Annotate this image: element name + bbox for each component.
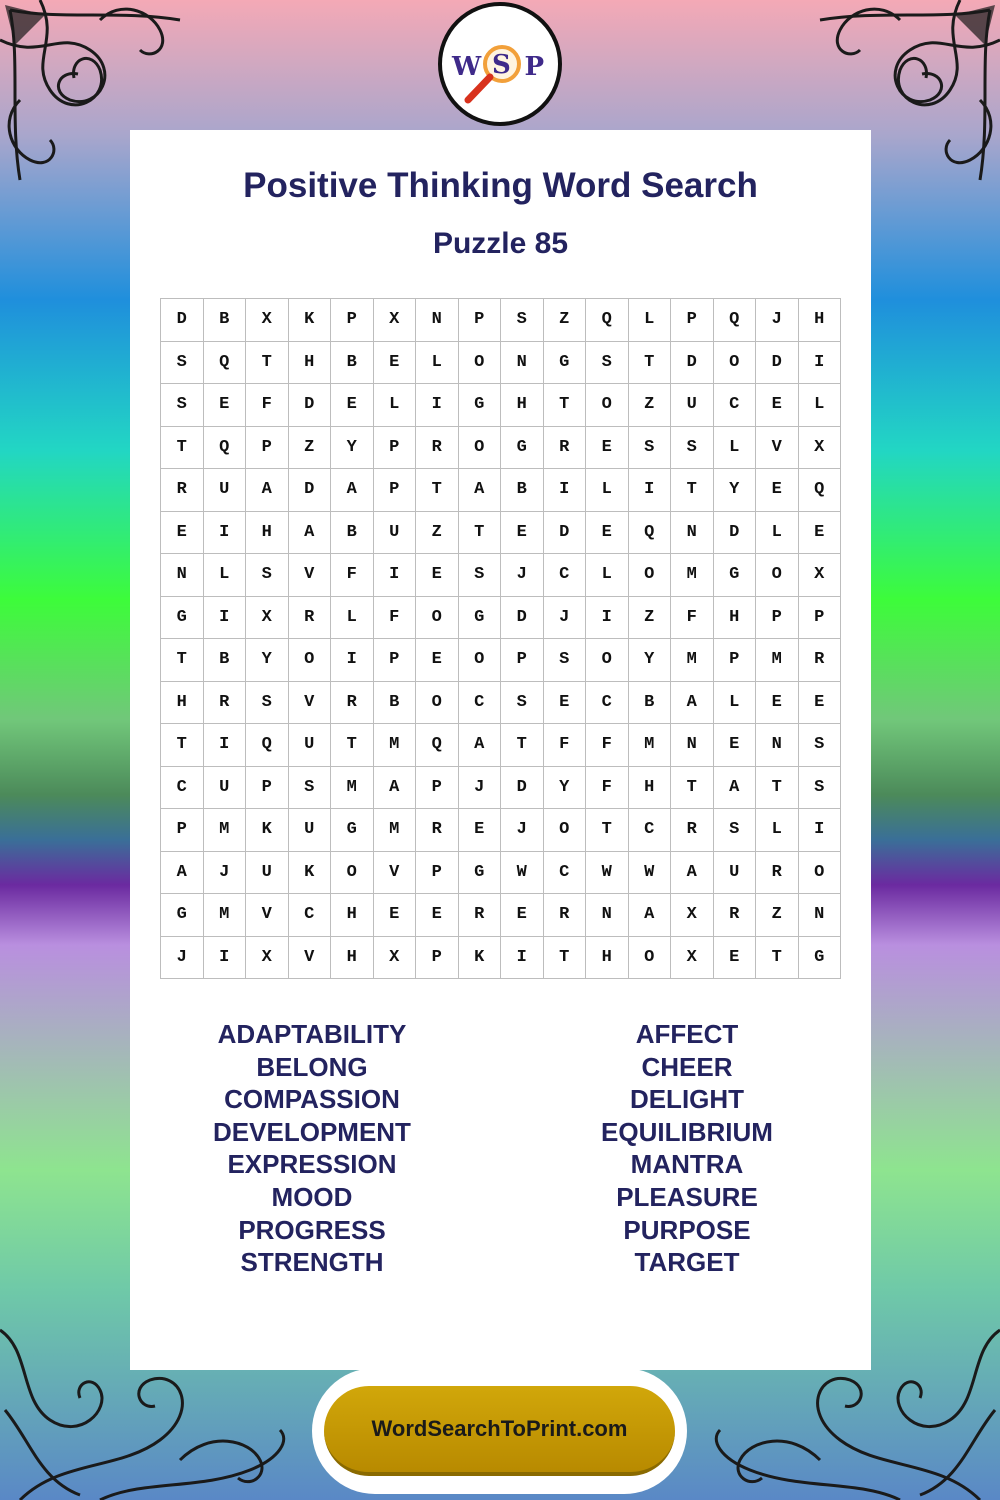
grid-cell[interactable]: M <box>756 639 799 682</box>
grid-cell[interactable]: C <box>161 767 204 810</box>
grid-cell[interactable]: S <box>459 554 502 597</box>
grid-cell[interactable]: V <box>289 554 332 597</box>
grid-cell[interactable]: P <box>671 299 714 342</box>
grid-cell[interactable]: G <box>714 554 757 597</box>
grid-cell[interactable]: H <box>586 937 629 980</box>
grid-cell[interactable]: A <box>246 469 289 512</box>
grid-cell[interactable]: F <box>586 724 629 767</box>
grid-cell[interactable]: U <box>246 852 289 895</box>
grid-cell[interactable]: Q <box>714 299 757 342</box>
grid-cell[interactable]: T <box>246 342 289 385</box>
grid-cell[interactable]: N <box>671 724 714 767</box>
grid-cell[interactable]: W <box>501 852 544 895</box>
grid-cell[interactable]: R <box>756 852 799 895</box>
site-logo[interactable] <box>438 2 562 126</box>
grid-cell[interactable]: C <box>544 852 587 895</box>
grid-cell[interactable]: T <box>544 384 587 427</box>
grid-cell[interactable]: P <box>161 809 204 852</box>
grid-cell[interactable]: L <box>629 299 672 342</box>
grid-cell[interactable]: U <box>671 384 714 427</box>
grid-cell[interactable]: A <box>671 852 714 895</box>
grid-cell[interactable]: J <box>756 299 799 342</box>
grid-cell[interactable]: P <box>714 639 757 682</box>
grid-cell[interactable]: K <box>246 809 289 852</box>
grid-cell[interactable]: Y <box>246 639 289 682</box>
word-list-item: EXPRESSION <box>227 1149 397 1180</box>
grid-cell[interactable]: T <box>161 427 204 470</box>
grid-cell[interactable]: I <box>799 342 842 385</box>
grid-cell[interactable]: D <box>671 342 714 385</box>
word-list-item: PROGRESS <box>238 1214 386 1245</box>
grid-cell[interactable]: S <box>799 724 842 767</box>
grid-cell[interactable]: X <box>246 299 289 342</box>
grid-cell[interactable]: D <box>714 512 757 555</box>
grid-cell[interactable]: O <box>586 384 629 427</box>
grid-cell[interactable]: R <box>204 682 247 725</box>
footer-badge <box>312 1368 687 1494</box>
grid-cell[interactable]: T <box>459 512 502 555</box>
grid-cell[interactable]: C <box>544 554 587 597</box>
grid-cell[interactable]: I <box>501 937 544 980</box>
grid-cell[interactable]: B <box>629 682 672 725</box>
grid-cell[interactable]: S <box>161 384 204 427</box>
grid-cell[interactable]: B <box>374 682 417 725</box>
grid-cell[interactable]: O <box>586 639 629 682</box>
grid-cell[interactable]: L <box>586 469 629 512</box>
grid-cell[interactable]: Q <box>586 299 629 342</box>
grid-cell[interactable]: J <box>459 767 502 810</box>
grid-cell[interactable]: A <box>459 469 502 512</box>
grid-cell[interactable]: X <box>671 894 714 937</box>
grid-cell[interactable]: X <box>671 937 714 980</box>
grid-cell[interactable]: T <box>331 724 374 767</box>
grid-cell[interactable]: C <box>459 682 502 725</box>
word-list-item: DEVELOPMENT <box>213 1116 411 1147</box>
grid-cell[interactable]: C <box>714 384 757 427</box>
grid-cell[interactable]: R <box>416 427 459 470</box>
grid-cell[interactable]: I <box>204 724 247 767</box>
grid-cell[interactable]: M <box>629 724 672 767</box>
grid-cell[interactable]: S <box>799 767 842 810</box>
grid-cell[interactable]: S <box>501 299 544 342</box>
grid-cell[interactable]: F <box>374 597 417 640</box>
grid-cell[interactable]: I <box>331 639 374 682</box>
grid-cell[interactable]: P <box>374 427 417 470</box>
word-list-item: PURPOSE <box>623 1214 751 1245</box>
grid-cell[interactable]: F <box>671 597 714 640</box>
grid-cell[interactable]: R <box>161 469 204 512</box>
grid-cell[interactable]: Q <box>246 724 289 767</box>
grid-cell[interactable]: T <box>586 809 629 852</box>
grid-cell[interactable]: S <box>586 342 629 385</box>
grid-cell[interactable]: X <box>246 937 289 980</box>
grid-cell[interactable]: N <box>416 299 459 342</box>
grid-cell[interactable]: R <box>459 894 502 937</box>
grid-cell[interactable]: P <box>331 299 374 342</box>
grid-cell[interactable]: E <box>501 894 544 937</box>
grid-cell[interactable]: T <box>756 937 799 980</box>
grid-cell[interactable]: F <box>544 724 587 767</box>
grid-cell[interactable]: H <box>246 512 289 555</box>
grid-cell[interactable]: E <box>714 724 757 767</box>
grid-cell[interactable]: K <box>289 299 332 342</box>
grid-cell[interactable]: O <box>544 809 587 852</box>
grid-cell[interactable]: T <box>629 342 672 385</box>
grid-cell[interactable]: D <box>161 299 204 342</box>
grid-cell[interactable]: N <box>671 512 714 555</box>
grid-cell[interactable]: P <box>416 937 459 980</box>
grid-cell[interactable]: Q <box>799 469 842 512</box>
grid-cell[interactable]: G <box>459 597 502 640</box>
grid-cell[interactable]: S <box>671 427 714 470</box>
grid-cell[interactable]: R <box>671 809 714 852</box>
grid-cell[interactable]: T <box>161 724 204 767</box>
grid-cell[interactable]: U <box>374 512 417 555</box>
grid-cell[interactable]: F <box>246 384 289 427</box>
grid-cell[interactable]: G <box>161 597 204 640</box>
letter-grid <box>160 298 841 979</box>
grid-cell[interactable]: Y <box>714 469 757 512</box>
grid-cell[interactable]: A <box>331 469 374 512</box>
grid-cell[interactable]: E <box>374 894 417 937</box>
grid-cell[interactable]: S <box>289 767 332 810</box>
grid-cell[interactable]: E <box>501 512 544 555</box>
grid-cell[interactable]: R <box>289 597 332 640</box>
grid-cell[interactable]: R <box>544 427 587 470</box>
grid-cell[interactable]: L <box>714 427 757 470</box>
grid-cell[interactable]: X <box>374 937 417 980</box>
grid-cell[interactable]: G <box>544 342 587 385</box>
grid-cell[interactable]: H <box>714 597 757 640</box>
page-title: Positive Thinking Word Search <box>243 166 758 205</box>
grid-cell[interactable]: I <box>204 512 247 555</box>
grid-cell[interactable]: G <box>161 894 204 937</box>
word-list-item: COMPASSION <box>224 1084 400 1115</box>
grid-cell[interactable]: B <box>331 342 374 385</box>
grid-cell[interactable]: E <box>586 512 629 555</box>
grid-cell[interactable]: C <box>289 894 332 937</box>
word-list-item: TARGET <box>634 1247 740 1278</box>
grid-cell[interactable]: E <box>459 809 502 852</box>
grid-cell[interactable]: O <box>799 852 842 895</box>
grid-cell[interactable]: X <box>374 299 417 342</box>
grid-cell[interactable]: V <box>289 682 332 725</box>
grid-cell[interactable]: B <box>204 299 247 342</box>
grid-cell[interactable]: P <box>756 597 799 640</box>
grid-cell[interactable]: T <box>756 767 799 810</box>
grid-cell[interactable]: L <box>416 342 459 385</box>
grid-cell[interactable]: T <box>671 469 714 512</box>
grid-cell[interactable]: G <box>799 937 842 980</box>
grid-cell[interactable]: L <box>756 512 799 555</box>
grid-cell[interactable]: O <box>289 639 332 682</box>
grid-cell[interactable]: H <box>799 299 842 342</box>
grid-cell[interactable]: Q <box>416 724 459 767</box>
grid-cell[interactable]: R <box>714 894 757 937</box>
logo-letter-p: P <box>524 52 544 82</box>
grid-cell[interactable]: N <box>161 554 204 597</box>
word-list-item: MOOD <box>271 1181 353 1212</box>
grid-cell[interactable]: X <box>799 554 842 597</box>
grid-cell[interactable]: E <box>416 554 459 597</box>
grid-cell[interactable]: A <box>161 852 204 895</box>
grid-cell[interactable]: X <box>799 427 842 470</box>
grid-cell[interactable]: O <box>629 554 672 597</box>
grid-cell[interactable]: I <box>799 809 842 852</box>
grid-cell[interactable]: T <box>161 639 204 682</box>
grid-cell[interactable]: B <box>204 639 247 682</box>
grid-cell[interactable]: N <box>799 894 842 937</box>
grid-cell[interactable]: O <box>756 554 799 597</box>
grid-cell[interactable]: E <box>204 384 247 427</box>
grid-cell[interactable]: T <box>671 767 714 810</box>
grid-cell[interactable]: P <box>374 469 417 512</box>
grid-cell[interactable]: E <box>756 469 799 512</box>
grid-cell[interactable]: Q <box>204 427 247 470</box>
grid-cell[interactable]: R <box>331 682 374 725</box>
grid-cell[interactable]: L <box>714 682 757 725</box>
grid-cell[interactable]: P <box>374 639 417 682</box>
grid-cell[interactable]: V <box>756 427 799 470</box>
grid-cell[interactable]: L <box>204 554 247 597</box>
grid-cell[interactable]: A <box>714 767 757 810</box>
grid-cell[interactable]: V <box>246 894 289 937</box>
grid-cell[interactable]: R <box>799 639 842 682</box>
site-link-button[interactable]: WordSearchToPrint.com <box>324 1386 675 1476</box>
puzzle-number: Puzzle 85 <box>432 227 569 260</box>
grid-cell[interactable]: Z <box>289 427 332 470</box>
word-list-item: ADAPTABILITY <box>217 1019 407 1049</box>
grid-cell[interactable]: U <box>289 809 332 852</box>
grid-cell[interactable]: H <box>501 384 544 427</box>
grid-cell[interactable]: T <box>544 937 587 980</box>
grid-cell[interactable]: E <box>799 512 842 555</box>
grid-cell[interactable]: E <box>416 639 459 682</box>
grid-cell[interactable]: H <box>629 767 672 810</box>
grid-cell[interactable]: Z <box>756 894 799 937</box>
logo-letter-w: W <box>452 52 482 82</box>
grid-cell[interactable]: X <box>246 597 289 640</box>
grid-cell[interactable]: U <box>204 469 247 512</box>
grid-cell[interactable]: I <box>586 597 629 640</box>
grid-cell[interactable]: G <box>331 809 374 852</box>
grid-cell[interactable]: M <box>671 639 714 682</box>
grid-cell[interactable]: S <box>246 554 289 597</box>
grid-cell[interactable]: I <box>629 469 672 512</box>
grid-cell[interactable]: L <box>756 809 799 852</box>
grid-cell[interactable]: E <box>544 682 587 725</box>
grid-cell[interactable]: E <box>331 384 374 427</box>
word-list-item: EQUILIBRIUM <box>601 1116 773 1147</box>
grid-cell[interactable]: A <box>629 894 672 937</box>
grid-cell[interactable]: K <box>289 852 332 895</box>
word-list-left <box>132 1018 492 1279</box>
grid-cell[interactable]: B <box>331 512 374 555</box>
grid-cell[interactable]: J <box>161 937 204 980</box>
grid-cell[interactable]: E <box>416 894 459 937</box>
grid-cell[interactable]: P <box>416 767 459 810</box>
grid-cell[interactable]: Z <box>544 299 587 342</box>
grid-cell[interactable]: S <box>501 682 544 725</box>
grid-cell[interactable]: S <box>246 682 289 725</box>
grid-cell[interactable]: Y <box>629 639 672 682</box>
grid-cell[interactable]: R <box>416 809 459 852</box>
grid-cell[interactable]: W <box>629 852 672 895</box>
grid-cell[interactable]: P <box>501 639 544 682</box>
grid-cell[interactable]: D <box>501 767 544 810</box>
grid-cell[interactable]: N <box>586 894 629 937</box>
grid-cell[interactable]: J <box>501 809 544 852</box>
grid-cell[interactable]: T <box>416 469 459 512</box>
grid-cell[interactable]: A <box>671 682 714 725</box>
grid-cell[interactable]: M <box>374 809 417 852</box>
grid-cell[interactable]: O <box>416 682 459 725</box>
word-list-item: STRENGTH <box>240 1247 384 1278</box>
grid-cell[interactable]: V <box>374 852 417 895</box>
grid-cell[interactable]: D <box>544 512 587 555</box>
grid-cell[interactable]: O <box>416 597 459 640</box>
grid-cell[interactable]: O <box>459 639 502 682</box>
grid-cell[interactable]: V <box>289 937 332 980</box>
grid-cell[interactable]: J <box>204 852 247 895</box>
grid-cell[interactable]: G <box>459 852 502 895</box>
grid-cell[interactable]: S <box>714 809 757 852</box>
grid-cell[interactable]: O <box>714 342 757 385</box>
grid-cell[interactable]: Z <box>629 597 672 640</box>
grid-cell[interactable]: D <box>289 469 332 512</box>
grid-cell[interactable]: P <box>799 597 842 640</box>
grid-cell[interactable]: S <box>161 342 204 385</box>
grid-cell[interactable]: Z <box>629 384 672 427</box>
word-list-item: CHEER <box>641 1051 733 1082</box>
grid-cell[interactable]: I <box>416 384 459 427</box>
grid-cell[interactable]: P <box>246 767 289 810</box>
grid-cell[interactable]: D <box>501 597 544 640</box>
grid-cell[interactable]: E <box>161 512 204 555</box>
grid-cell[interactable]: P <box>459 299 502 342</box>
grid-cell[interactable]: Z <box>416 512 459 555</box>
grid-cell[interactable]: M <box>204 809 247 852</box>
grid-cell[interactable]: A <box>374 767 417 810</box>
grid-cell[interactable]: J <box>501 554 544 597</box>
grid-cell[interactable]: K <box>459 937 502 980</box>
grid-cell[interactable]: O <box>629 937 672 980</box>
grid-cell[interactable]: C <box>586 682 629 725</box>
logo-letter-s: S <box>492 50 511 80</box>
grid-cell[interactable]: Y <box>544 767 587 810</box>
grid-cell[interactable]: M <box>331 767 374 810</box>
grid-cell[interactable]: G <box>501 427 544 470</box>
grid-cell[interactable]: H <box>331 937 374 980</box>
grid-cell[interactable]: M <box>204 894 247 937</box>
grid-cell[interactable]: E <box>374 342 417 385</box>
word-list-item: AFFECT <box>635 1019 739 1049</box>
grid-cell[interactable]: N <box>501 342 544 385</box>
grid-cell[interactable]: S <box>544 639 587 682</box>
grid-cell[interactable]: Y <box>331 427 374 470</box>
grid-cell[interactable]: D <box>289 384 332 427</box>
grid-cell[interactable]: G <box>459 384 502 427</box>
grid-cell[interactable]: E <box>756 682 799 725</box>
grid-cell[interactable]: E <box>799 682 842 725</box>
grid-cell[interactable]: F <box>331 554 374 597</box>
grid-cell[interactable]: R <box>544 894 587 937</box>
grid-cell[interactable]: L <box>374 384 417 427</box>
grid-cell[interactable]: L <box>799 384 842 427</box>
grid-cell[interactable]: Q <box>629 512 672 555</box>
grid-cell[interactable]: W <box>586 852 629 895</box>
grid-cell[interactable]: U <box>204 767 247 810</box>
grid-cell[interactable]: J <box>544 597 587 640</box>
grid-cell[interactable]: U <box>714 852 757 895</box>
grid-cell[interactable]: E <box>714 937 757 980</box>
grid-cell[interactable]: I <box>374 554 417 597</box>
grid-cell[interactable]: L <box>331 597 374 640</box>
grid-cell[interactable]: I <box>544 469 587 512</box>
grid-cell[interactable]: L <box>586 554 629 597</box>
grid-cell[interactable]: T <box>501 724 544 767</box>
word-list-item: MANTRA <box>630 1149 744 1180</box>
grid-cell[interactable]: D <box>756 342 799 385</box>
grid-cell[interactable]: Q <box>204 342 247 385</box>
grid-cell[interactable]: O <box>459 427 502 470</box>
grid-cell[interactable]: I <box>204 937 247 980</box>
grid-cell[interactable]: I <box>204 597 247 640</box>
grid-cell[interactable]: A <box>459 724 502 767</box>
grid-cell[interactable]: M <box>374 724 417 767</box>
grid-cell[interactable]: S <box>629 427 672 470</box>
grid-cell[interactable]: E <box>756 384 799 427</box>
grid-cell[interactable]: H <box>289 342 332 385</box>
word-list-item: DELIGHT <box>629 1084 745 1115</box>
grid-cell[interactable]: C <box>629 809 672 852</box>
puzzle-card <box>130 130 871 1370</box>
grid-cell[interactable]: H <box>331 894 374 937</box>
grid-cell[interactable]: U <box>289 724 332 767</box>
word-list-right <box>507 1018 867 1279</box>
grid-cell[interactable]: P <box>416 852 459 895</box>
grid-cell[interactable]: O <box>331 852 374 895</box>
grid-cell[interactable]: O <box>459 342 502 385</box>
grid-cell[interactable]: A <box>289 512 332 555</box>
grid-cell[interactable]: E <box>586 427 629 470</box>
word-list-item: PLEASURE <box>616 1181 758 1212</box>
grid-cell[interactable]: M <box>671 554 714 597</box>
grid-cell[interactable]: H <box>161 682 204 725</box>
word-list-item: BELONG <box>256 1051 368 1082</box>
grid-cell[interactable]: B <box>501 469 544 512</box>
grid-cell[interactable]: P <box>246 427 289 470</box>
grid-cell[interactable]: N <box>756 724 799 767</box>
grid-cell[interactable]: F <box>586 767 629 810</box>
